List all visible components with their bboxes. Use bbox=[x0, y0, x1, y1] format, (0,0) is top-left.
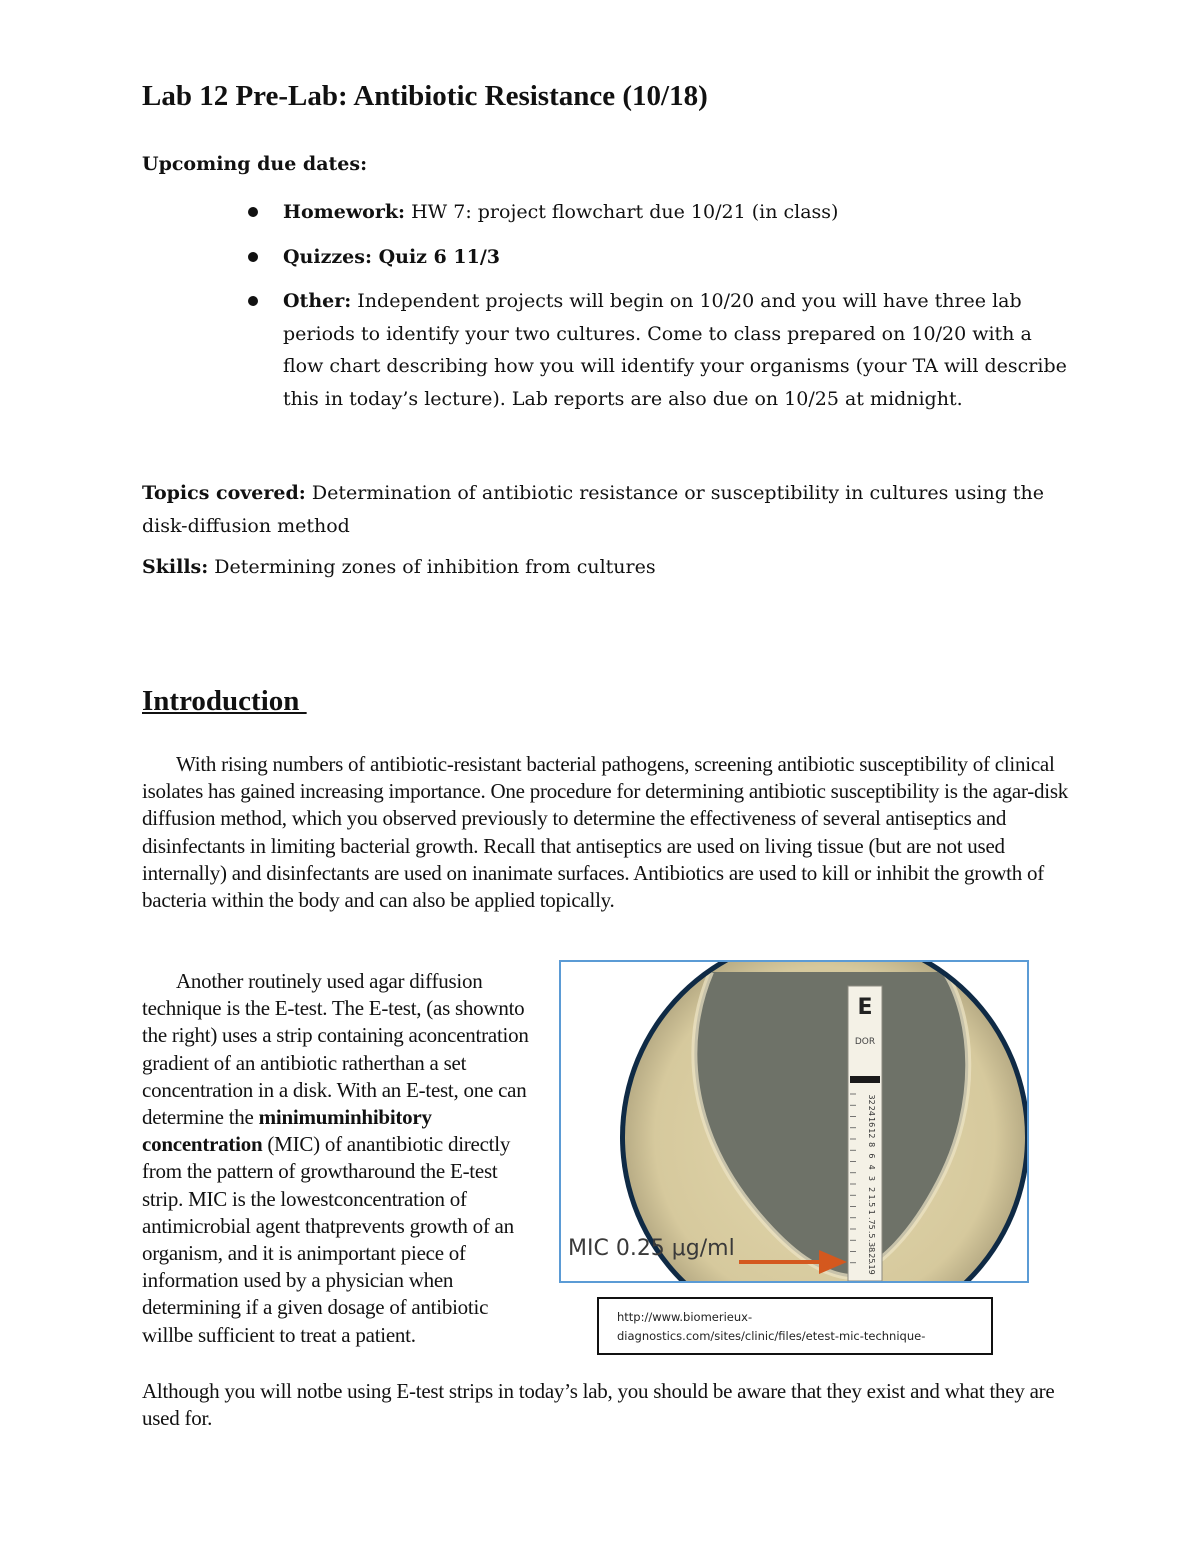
topics-text: Determination of antibiotic resistance or susceptibility in cultures using the disk-diffusion method bbox=[142, 482, 1045, 537]
etest-plate-image bbox=[561, 962, 1027, 1281]
strip-scale-label: 6 bbox=[867, 1153, 876, 1159]
strip-scale-label: .75 bbox=[867, 1217, 876, 1230]
strip-scale-label: .5 bbox=[867, 1230, 876, 1239]
strip-scale-label: 3 bbox=[867, 1175, 876, 1181]
strip-band bbox=[850, 1076, 880, 1083]
due-item-homework bbox=[240, 196, 1070, 229]
strip-letter: E bbox=[857, 995, 873, 1020]
strip-code: DOR bbox=[854, 1037, 876, 1047]
url-line-1: http://www.biomerieux- bbox=[617, 1310, 753, 1324]
strip-scale-label: 1.5 bbox=[867, 1194, 876, 1208]
strip-scale-label: 32 bbox=[867, 1094, 876, 1105]
image-source-url bbox=[597, 1297, 993, 1355]
bullet-icon bbox=[248, 207, 258, 217]
intro-paragraph-3: Although you will notbe using E-test strips in today’s lab, you should be aware that they exist and what they are used for. bbox=[142, 1379, 1055, 1431]
strip-scale-label: 1 bbox=[867, 1209, 876, 1215]
due-item-other bbox=[240, 285, 1070, 415]
due-item-label: Homework: bbox=[283, 201, 406, 223]
strip-scale-label: 24 bbox=[867, 1105, 876, 1116]
due-item-text: HW 7: project flowchart due 10/21 (in class) bbox=[405, 201, 839, 223]
introduction-heading: Introduction bbox=[142, 685, 307, 717]
due-dates-list bbox=[240, 196, 1070, 427]
skills-label: Skills: bbox=[142, 556, 209, 578]
intro-p2-text-a: Another routinely used agar diffusion technique is the E-test. The E-test, (as shownto the right) uses a strip containing aconcentration gradient of an antibiotic ratherthan a set concentration in a disk. With an E-test, one can determine the bbox=[142, 969, 529, 1130]
mic-term: minimuminhibitory concentration bbox=[142, 1105, 432, 1157]
page-title: Lab 12 Pre-Lab: Antibiotic Resistance (10/18) bbox=[142, 80, 708, 112]
bullet-icon bbox=[248, 252, 258, 262]
strip-scale-label: 2 bbox=[867, 1187, 876, 1193]
intro-paragraph-2 bbox=[142, 968, 542, 1349]
strip-scale-label: .25 bbox=[867, 1250, 876, 1264]
skills bbox=[142, 551, 1072, 584]
skills-text: Determining zones of inhibition from cultures bbox=[208, 556, 656, 578]
strip-scale-label: .38 bbox=[867, 1239, 876, 1253]
topics-covered bbox=[142, 477, 1072, 542]
due-item-label: Quizzes: Quiz 6 11/3 bbox=[283, 245, 500, 268]
strip-scale-label: .19 bbox=[867, 1262, 876, 1275]
url-line-2: diagnostics.com/sites/clinic/files/etest-mic-technique- bbox=[617, 1329, 926, 1343]
topics-label: Topics covered: bbox=[142, 482, 306, 504]
due-dates-heading: Upcoming due dates: bbox=[142, 153, 368, 175]
etest-figure bbox=[559, 960, 1029, 1283]
intro-paragraph-1: With rising numbers of antibiotic-resistant bacterial pathogens, screening antibiotic susceptibility of clinical isolates has gained increasing importance. One procedure for determining antibiotic susceptibility is the agar-disk diffusion method, which you observed previously to determine the effectiveness of several antiseptics and disinfectants in limiting bacterial growth. Recall that antiseptics are used on living tissue (but are not used internally) and disinfectants are used on inanimate surfaces. Antibiotics are used to kill or inhibit the growth of bacteria within the body and can also be applied topically. bbox=[142, 752, 1069, 913]
strip-scale-label: 16 bbox=[867, 1117, 876, 1128]
strip-scale-label: 8 bbox=[867, 1142, 876, 1148]
due-item-text: Independent projects will begin on 10/20 and you will have three lab periods to identify your two cultures. Come to class prepared on 10/20 with a flow chart describing how you will identify your organisms (your TA will describe this in today’s lecture). Lab reports are also due on 10/25 at midnight. bbox=[283, 290, 1067, 410]
bullet-icon bbox=[248, 296, 258, 306]
intro-p2-text-b: (MIC) of anantibiotic directly from the pattern of growtharound the E-test strip. MIC is the lowestconcentration of antimicrobial agent thatprevents growth of an organism, and it is animportant piece of information used by a physician when determining if a given dosage of antibiotic willbe sufficient to treat a patient. bbox=[142, 1132, 514, 1347]
due-item-quizzes bbox=[240, 241, 1070, 274]
mic-label: MIC 0.25 μg/ml bbox=[568, 1236, 735, 1261]
due-item-label: Other: bbox=[283, 290, 352, 312]
strip-scale-label: 12 bbox=[867, 1128, 876, 1139]
strip-scale-label: 4 bbox=[867, 1164, 876, 1170]
